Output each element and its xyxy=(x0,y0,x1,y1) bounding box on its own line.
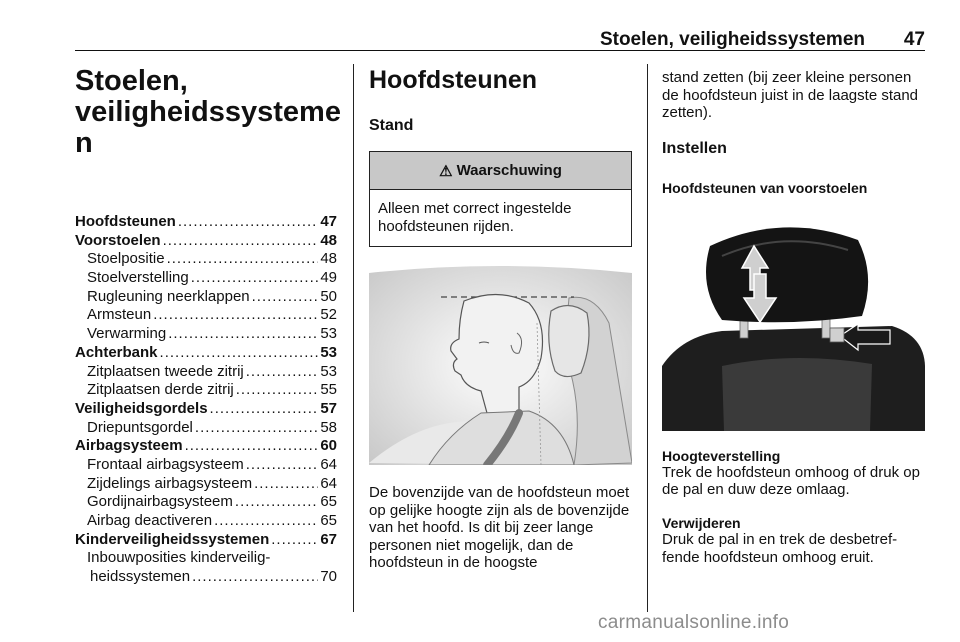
toc-page: 58 xyxy=(320,418,337,436)
toc-label: Inbouwposities kinderveilig- xyxy=(87,549,271,567)
toc-label: Zitplaatsen tweede zitrij xyxy=(87,362,244,380)
toc-leader xyxy=(195,419,318,436)
toc-entry[interactable] xyxy=(75,269,337,288)
column-divider-2 xyxy=(647,64,648,612)
toc-page: 53 xyxy=(320,362,337,380)
toc-entry[interactable] xyxy=(75,232,337,251)
toc-page: 52 xyxy=(320,306,337,324)
toc-entry[interactable] xyxy=(75,400,337,419)
paragraph-continued: stand zetten (bij zeer kleine personen de hoofdsteun juist in de laagste stand zetten). xyxy=(662,69,919,122)
toc-leader xyxy=(167,250,319,267)
toc-leader xyxy=(178,213,318,230)
toc-page: 48 xyxy=(320,250,337,268)
page-number: 47 xyxy=(903,29,925,50)
toc-page: 53 xyxy=(320,343,337,361)
toc-entry[interactable] xyxy=(75,456,337,475)
toc-page: 55 xyxy=(320,381,337,399)
toc-leader xyxy=(168,325,318,342)
toc-entry[interactable] xyxy=(75,475,337,494)
toc-entry[interactable] xyxy=(75,549,337,568)
toc-label: Achterbank xyxy=(75,343,158,361)
toc-label: Airbagsysteem xyxy=(75,437,183,455)
toc-label: Airbag deactiveren xyxy=(87,512,213,529)
toc-entry[interactable] xyxy=(75,306,337,325)
toc-entry[interactable] xyxy=(75,419,337,438)
toc-page: 48 xyxy=(320,231,337,249)
heading-adjust: Instellen xyxy=(662,139,727,157)
toc-entry[interactable] xyxy=(75,344,337,363)
toc-label: Zijdelings airbagsysteem xyxy=(87,474,253,492)
section-title: Hoofdsteunen xyxy=(369,66,538,94)
paragraph-remove: Druk de pal in en trek de desbetref-fende hoofdsteun omhoog eruit. xyxy=(662,530,898,566)
subsection-title: Stand xyxy=(369,117,414,134)
warning-triangle-icon: ⚠ xyxy=(439,162,453,180)
toc-label: Verwarming xyxy=(87,325,167,343)
warning-box xyxy=(369,151,632,247)
warning-header xyxy=(370,152,631,190)
toc-leader xyxy=(254,475,318,492)
toc-page: 57 xyxy=(320,399,337,417)
toc-page: 64 xyxy=(320,474,337,492)
toc-page: 53 xyxy=(320,325,337,343)
toc-entry[interactable] xyxy=(75,512,337,531)
toc-leader xyxy=(252,288,319,305)
toc-label: heidssystemen xyxy=(90,568,191,586)
toc-page: 65 xyxy=(320,512,337,529)
toc-entry[interactable] xyxy=(75,325,337,344)
toc-leader xyxy=(210,400,319,417)
toc-label: Frontaal airbagsysteem xyxy=(87,455,244,473)
toc-label: Stoelpositie xyxy=(87,250,165,268)
toc-leader xyxy=(236,381,319,398)
toc-entry[interactable] xyxy=(75,437,337,456)
toc-leader xyxy=(246,456,319,473)
warning-text: Alleen met correct ingestelde hoofdsteunen rijden. xyxy=(378,200,572,235)
heading-remove: Verwijderen xyxy=(662,514,741,531)
toc-page: 67 xyxy=(320,530,337,548)
toc-leader xyxy=(271,531,318,548)
toc-label: Rugleuning neerklappen xyxy=(87,287,250,305)
page-header xyxy=(75,27,925,51)
toc-page: 70 xyxy=(320,568,337,586)
table-of-contents xyxy=(75,213,337,587)
toc-leader xyxy=(214,512,318,529)
toc-leader xyxy=(235,493,318,510)
toc-label: Driepuntsgordel xyxy=(87,418,193,436)
toc-page: 65 xyxy=(320,493,337,511)
toc-entry[interactable] xyxy=(75,568,337,587)
toc-label: Stoelverstelling xyxy=(87,269,189,287)
toc-label: Gordijnairbagsysteem xyxy=(87,493,233,511)
paragraph-height-adjust: Trek de hoofdsteun omhoog of druk op de pal en duw deze omlaag. xyxy=(662,463,920,499)
front-headrest-illustration xyxy=(662,216,925,431)
toc-entry[interactable] xyxy=(75,381,337,400)
toc-leader xyxy=(163,232,319,249)
toc-leader xyxy=(246,363,319,380)
headrest-height-illustration xyxy=(369,263,632,465)
toc-leader xyxy=(153,306,318,323)
column-toc xyxy=(75,60,341,587)
toc-page: 49 xyxy=(320,269,337,287)
chapter-title: Stoelen, veiligheidssysteme n xyxy=(75,65,341,159)
toc-entry[interactable] xyxy=(75,363,337,382)
header-rule xyxy=(75,50,925,51)
toc-entry[interactable] xyxy=(75,288,337,307)
toc-leader xyxy=(185,437,319,454)
paragraph-position: De bovenzijde van de hoofdsteun moet op gelijke hoogte zijn als de bovenzijde van het hoofd. Is dit bij zeer lange personen niet mogelijk, dan de hoofdsteun in de hoogste xyxy=(369,484,630,572)
toc-page: 50 xyxy=(320,287,337,305)
toc-entry[interactable] xyxy=(75,531,337,550)
toc-label: Hoofdsteunen xyxy=(75,213,176,230)
toc-label: Veiligheidsgordels xyxy=(75,399,208,417)
watermark-text: carmanualsonline.info xyxy=(598,612,790,633)
toc-page: 47 xyxy=(320,213,337,230)
toc-entry[interactable] xyxy=(75,493,337,512)
toc-label: Kinderveiligheidssystemen xyxy=(75,530,270,548)
subheading-front-headrests: Hoofdsteunen van voorstoelen xyxy=(662,179,868,196)
toc-leader xyxy=(191,269,319,286)
toc-label: Voorstoelen xyxy=(75,231,161,249)
toc-label: Armsteun xyxy=(87,306,152,324)
toc-leader xyxy=(192,568,318,585)
toc-entry[interactable] xyxy=(75,213,337,232)
toc-entry[interactable] xyxy=(75,250,337,269)
column-adjust xyxy=(662,60,925,566)
running-title: Stoelen, veiligheidssystemen xyxy=(599,29,865,50)
column-headrests-position xyxy=(369,60,632,572)
toc-leader xyxy=(160,344,319,361)
toc-page: 60 xyxy=(320,437,337,455)
toc-label: Zitplaatsen derde zitrij xyxy=(87,381,234,399)
heading-height-adjust: Hoogteverstelling xyxy=(662,447,781,464)
column-divider-1 xyxy=(353,64,354,612)
toc-page: 64 xyxy=(320,455,337,473)
warning-title: Waarschuwing xyxy=(456,162,562,179)
